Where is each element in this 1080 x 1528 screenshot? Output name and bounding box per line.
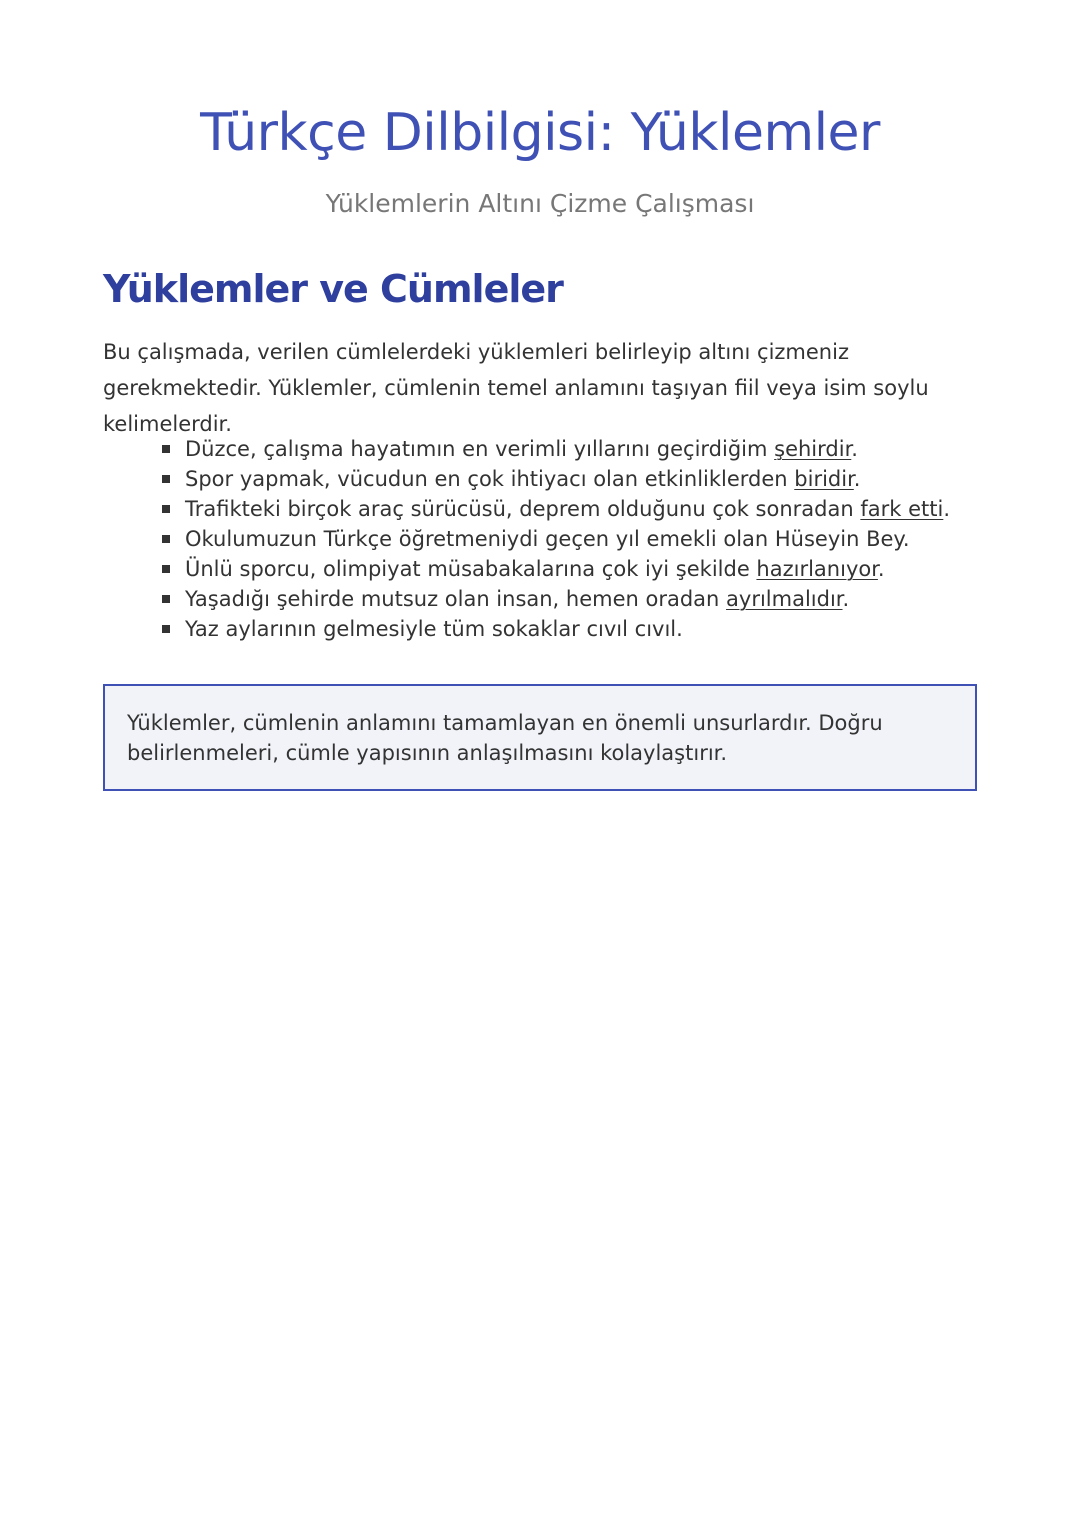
- intro-paragraph: Bu çalışmada, verilen cümlelerdeki yüklemleri belirleyip altını çizmeniz gerekmektedir. Yüklemler, cümlenin temel anlamını taşıyan fiil veya isim soylu kelimelerdir.: [103, 340, 929, 436]
- note-box: [103, 684, 977, 791]
- section-heading: Yüklemler ve Cümleler: [103, 267, 563, 311]
- square-bullet-icon: [162, 445, 170, 453]
- underlined-predicate: hazırlanıyor: [756, 557, 878, 581]
- sentence-item: [160, 554, 1020, 584]
- sentence-text: Ünlü sporcu, olimpiyat müsabakalarına çok iyi şekilde: [185, 557, 757, 581]
- square-bullet-icon: [162, 535, 170, 543]
- sentence-item: [160, 524, 1020, 554]
- underlined-predicate: ayrılmalıdır: [726, 587, 843, 611]
- sentence-item: [160, 434, 1020, 464]
- sentence-item: [160, 584, 1020, 614]
- square-bullet-icon: [162, 625, 170, 633]
- square-bullet-icon: [162, 475, 170, 483]
- note-text: Yüklemler, cümlenin anlamını tamamlayan en önemli unsurlardır. Doğru belirlenmeleri, cümle yapısının anlaşılmasını kolaylaştırır.: [127, 711, 883, 765]
- sentence-end: .: [851, 437, 858, 461]
- sentence-item: [160, 494, 1020, 524]
- sentence-text: Yaz aylarının gelmesiyle tüm sokaklar cıvıl cıvıl.: [185, 617, 683, 641]
- square-bullet-icon: [162, 595, 170, 603]
- sentence-list: [160, 434, 1020, 644]
- document-title: Türkçe Dilbilgisi: Yüklemler: [200, 103, 880, 163]
- sentence-text: Spor yapmak, vücudun en çok ihtiyacı olan etkinliklerden: [185, 467, 795, 491]
- sentence-text: Trafikteki birçok araç sürücüsü, deprem olduğunu çok sonradan: [185, 497, 861, 521]
- sentence-item: [160, 464, 1020, 494]
- sentence-end: .: [842, 587, 850, 611]
- square-bullet-icon: [162, 505, 170, 513]
- sentence-end: .: [943, 497, 950, 521]
- square-bullet-icon: [162, 565, 170, 573]
- document-subtitle: Yüklemlerin Altını Çizme Çalışması: [325, 189, 755, 218]
- sentence-end: .: [877, 557, 885, 581]
- underlined-predicate: biridir: [794, 467, 854, 491]
- sentence-end: .: [853, 467, 861, 491]
- sentence-text: Okulumuzun Türkçe öğretmeniydi geçen yıl emekli olan Hüseyin Bey.: [185, 527, 910, 551]
- sentence-text: Yaşadığı şehirde mutsuz olan insan, hemen oradan: [185, 587, 727, 611]
- underlined-predicate: şehirdir: [774, 437, 852, 461]
- sentence-item: [160, 614, 1020, 644]
- sentence-text: Düzce, çalışma hayatımın en verimli yıllarını geçirdiğim: [185, 437, 775, 461]
- underlined-predicate: fark etti: [860, 497, 944, 521]
